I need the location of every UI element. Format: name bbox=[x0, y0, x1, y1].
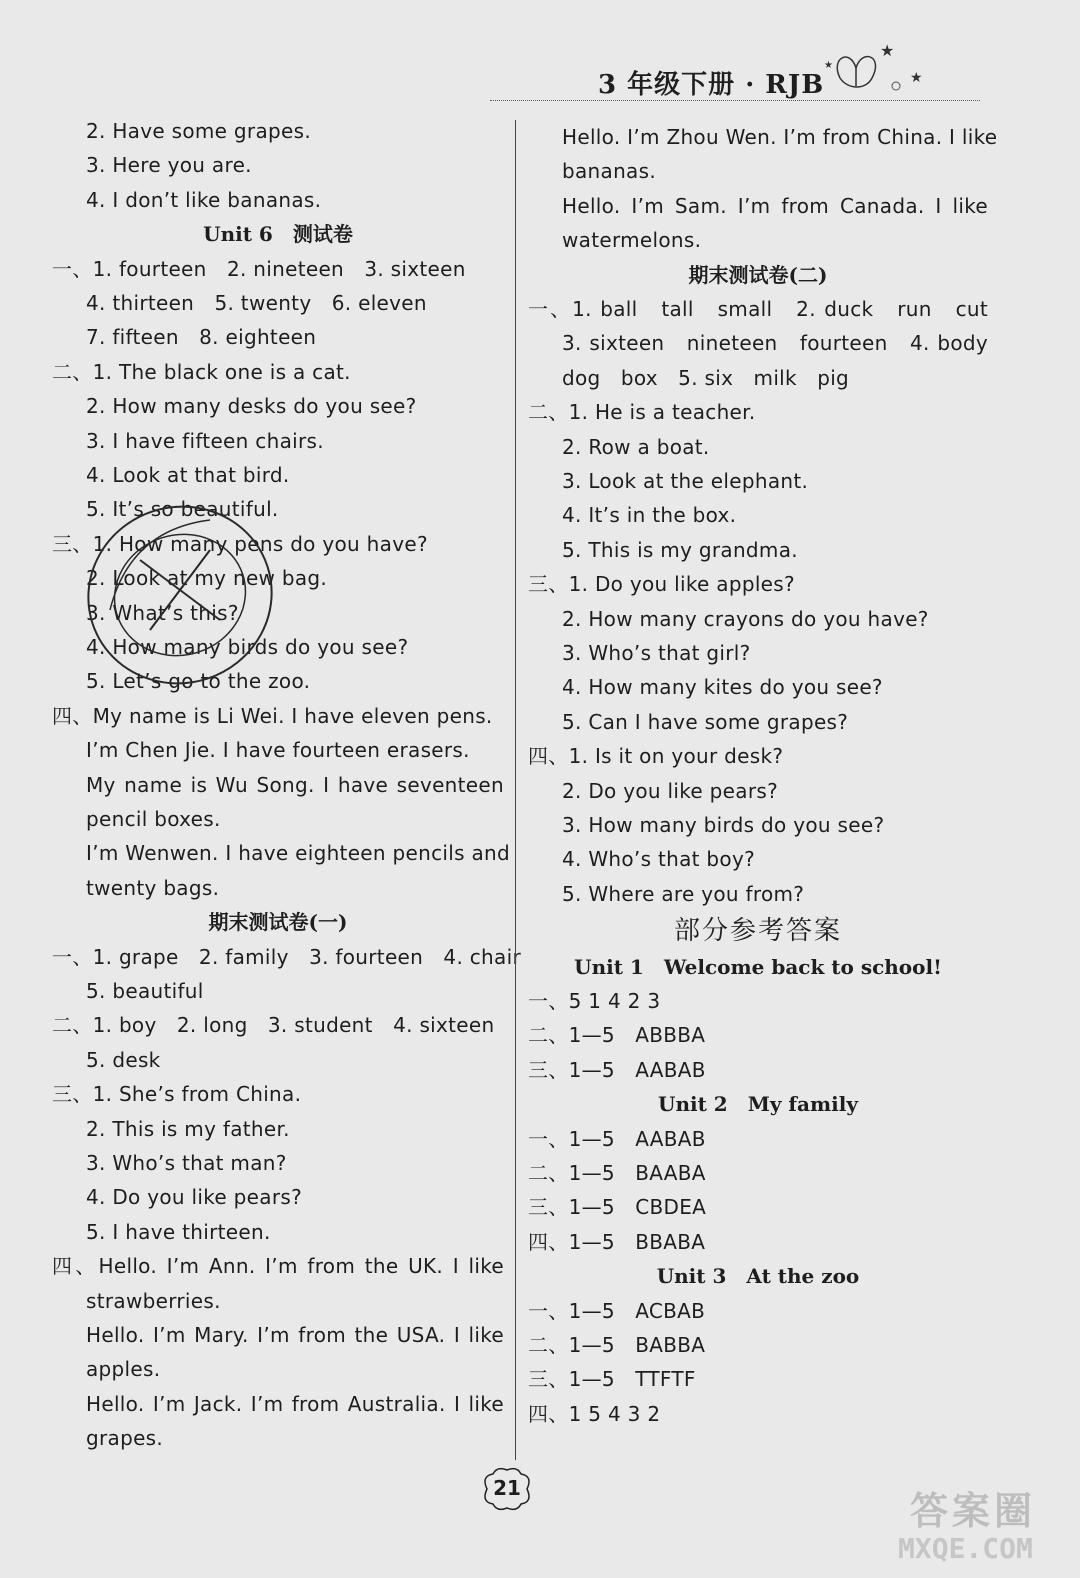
answer-line: 7. fifteen 8. eighteen bbox=[86, 325, 317, 350]
answer-line: 四、My name is Li Wei. I have eleven pens. bbox=[52, 703, 493, 728]
section-heading: Unit 1 Welcome back to school! bbox=[574, 954, 942, 979]
answer-line: 一、1. grape 2. family 3. fourteen 4. chair bbox=[52, 944, 521, 969]
answer-line: 4. Look at that bird. bbox=[86, 463, 290, 487]
page-number-badge bbox=[477, 1464, 537, 1514]
answer-line: watermelons. bbox=[562, 228, 702, 253]
answer-line: Hello. I’m Mary. I’m from the USA. I like bbox=[86, 1323, 504, 1347]
answer-line: 3. Who’s that girl? bbox=[562, 641, 751, 665]
answer-line: 3. sixteen nineteen fourteen 4. body bbox=[562, 331, 988, 356]
page-number: 21 bbox=[493, 1476, 521, 1500]
site-watermark[interactable] bbox=[890, 1478, 1070, 1574]
answer-line: 二、1. He is a teacher. bbox=[528, 400, 756, 425]
answer-line: 一、1—5 AABAB bbox=[528, 1126, 706, 1151]
svg-text:★: ★ bbox=[910, 70, 923, 86]
answer-line: 3. Here you are. bbox=[86, 153, 252, 178]
answer-line: twenty bags. bbox=[86, 875, 220, 900]
answer-line: 一、1. fourteen 2. nineteen 3. sixteen bbox=[52, 256, 466, 281]
watermark-url: MXQE.COM bbox=[898, 1532, 1033, 1565]
answer-line: 5. It’s so beautiful. bbox=[86, 497, 279, 522]
answer-line: My name is Wu Song. I have seventeen bbox=[86, 772, 504, 797]
section-heading: 期末测试卷(二) bbox=[688, 262, 828, 287]
answer-line: 四、1—5 BBABA bbox=[528, 1229, 706, 1254]
svg-text:★: ★ bbox=[824, 60, 833, 71]
answer-line: 4. It’s in the box. bbox=[562, 503, 737, 528]
answer-line: 3. I have fifteen chairs. bbox=[86, 428, 324, 453]
answer-line: bananas. bbox=[562, 159, 656, 184]
answer-line: 三、1. Do you like apples? bbox=[528, 572, 795, 597]
answer-line: 5. desk bbox=[86, 1047, 161, 1072]
answers-title: 部分参考答案 bbox=[673, 916, 842, 947]
answer-line: Hello. I’m Sam. I’m from Canada. I like bbox=[562, 193, 988, 218]
watermark-logo-text: 答案圈 bbox=[910, 1489, 1037, 1533]
section-heading: Unit 3 At the zoo bbox=[656, 1264, 860, 1289]
answer-line: 5. Can I have some grapes? bbox=[562, 709, 849, 734]
answer-line: 三、1—5 AABAB bbox=[528, 1057, 706, 1082]
answer-line: 四、1. Is it on your desk? bbox=[528, 744, 784, 769]
answer-line: 二、1—5 BABBA bbox=[528, 1333, 706, 1357]
answer-line: 4. How many birds do you see? bbox=[86, 635, 409, 659]
answer-line: 四、1 5 4 3 2 bbox=[528, 1401, 661, 1426]
answer-line: 四、Hello. I’m Ann. I’m from the UK. I like bbox=[52, 1254, 504, 1279]
answer-line: 4. Who’s that boy? bbox=[562, 847, 756, 872]
answer-line: 2. Row a boat. bbox=[562, 434, 710, 459]
answer-line: 三、1. She’s from China. bbox=[52, 1082, 302, 1107]
column-divider bbox=[515, 120, 516, 1460]
answer-line: grapes. bbox=[86, 1426, 164, 1451]
answer-line: Hello. I’m Jack. I’m from Australia. I like bbox=[86, 1391, 504, 1416]
school-stamp bbox=[70, 490, 300, 700]
answer-line: 2. This is my father. bbox=[86, 1116, 290, 1141]
answer-line: 3. What’s this? bbox=[86, 600, 239, 625]
butterfly-star-icon bbox=[810, 38, 930, 98]
page-header bbox=[490, 41, 980, 101]
answer-line: 4. Do you like pears? bbox=[86, 1185, 302, 1210]
answer-line: 三、1—5 CBDEA bbox=[528, 1195, 707, 1220]
answer-line: I’m Chen Jie. I have fourteen erasers. bbox=[86, 738, 470, 763]
answer-line: 3. Look at the elephant. bbox=[562, 469, 809, 493]
answer-line: 5. beautiful bbox=[86, 979, 204, 1003]
header-title: 3 年级下册 · RJB bbox=[598, 70, 825, 100]
answer-line: I’m Wenwen. I have eighteen pencils and bbox=[86, 841, 511, 866]
answer-line: 三、1—5 TTFTF bbox=[528, 1367, 696, 1392]
answer-line: 三、1. How many pens do you have? bbox=[52, 531, 428, 556]
answer-line: 3. Who’s that man? bbox=[86, 1151, 287, 1175]
answer-line: 2. How many desks do you see? bbox=[86, 394, 417, 419]
answer-line: 二、1. The black one is a cat. bbox=[52, 359, 351, 384]
answer-line: 4. I don’t like bananas. bbox=[86, 187, 322, 212]
section-heading: Unit 2 My family bbox=[658, 1092, 858, 1117]
answer-line: 3. How many birds do you see? bbox=[562, 813, 885, 837]
answer-line: 4. thirteen 5. twenty 6. eleven bbox=[86, 291, 427, 315]
answer-line: dog box 5. six milk pig bbox=[562, 365, 850, 390]
answer-line: 4. How many kites do you see? bbox=[562, 675, 883, 700]
answer-line: 一、1. ball tall small 2. duck run cut bbox=[528, 297, 988, 321]
answer-line: 5. I have thirteen. bbox=[86, 1219, 271, 1244]
answer-line: Hello. I’m Zhou Wen. I’m from China. I like bbox=[562, 125, 998, 149]
answer-line: strawberries. bbox=[86, 1288, 221, 1313]
section-heading: 期末测试卷(一) bbox=[208, 910, 348, 935]
answer-line: pencil boxes. bbox=[86, 807, 221, 831]
answer-line: 一、5 1 4 2 3 bbox=[528, 989, 661, 1013]
answer-line: 5. Where are you from? bbox=[562, 881, 805, 906]
answer-line: 5. This is my grandma. bbox=[562, 537, 798, 562]
answer-line: 2. Have some grapes. bbox=[86, 119, 311, 143]
answer-line: 5. Let’s go to the zoo. bbox=[86, 669, 311, 694]
answer-line: 二、1—5 BAABA bbox=[528, 1161, 706, 1185]
answer-line: 2. Look at my new bag. bbox=[86, 566, 328, 591]
answer-line: 2. Do you like pears? bbox=[562, 778, 778, 803]
answer-line: 2. How many crayons do you have? bbox=[562, 606, 929, 631]
answer-line: 一、1—5 ACBAB bbox=[528, 1298, 706, 1323]
svg-text:★: ★ bbox=[880, 41, 895, 60]
answer-line: apples. bbox=[86, 1357, 161, 1382]
section-heading: Unit 6 测试卷 bbox=[203, 222, 353, 247]
answer-line: 二、1. boy 2. long 3. student 4. sixteen bbox=[52, 1013, 495, 1038]
answer-line: 二、1—5 ABBBA bbox=[528, 1023, 706, 1048]
